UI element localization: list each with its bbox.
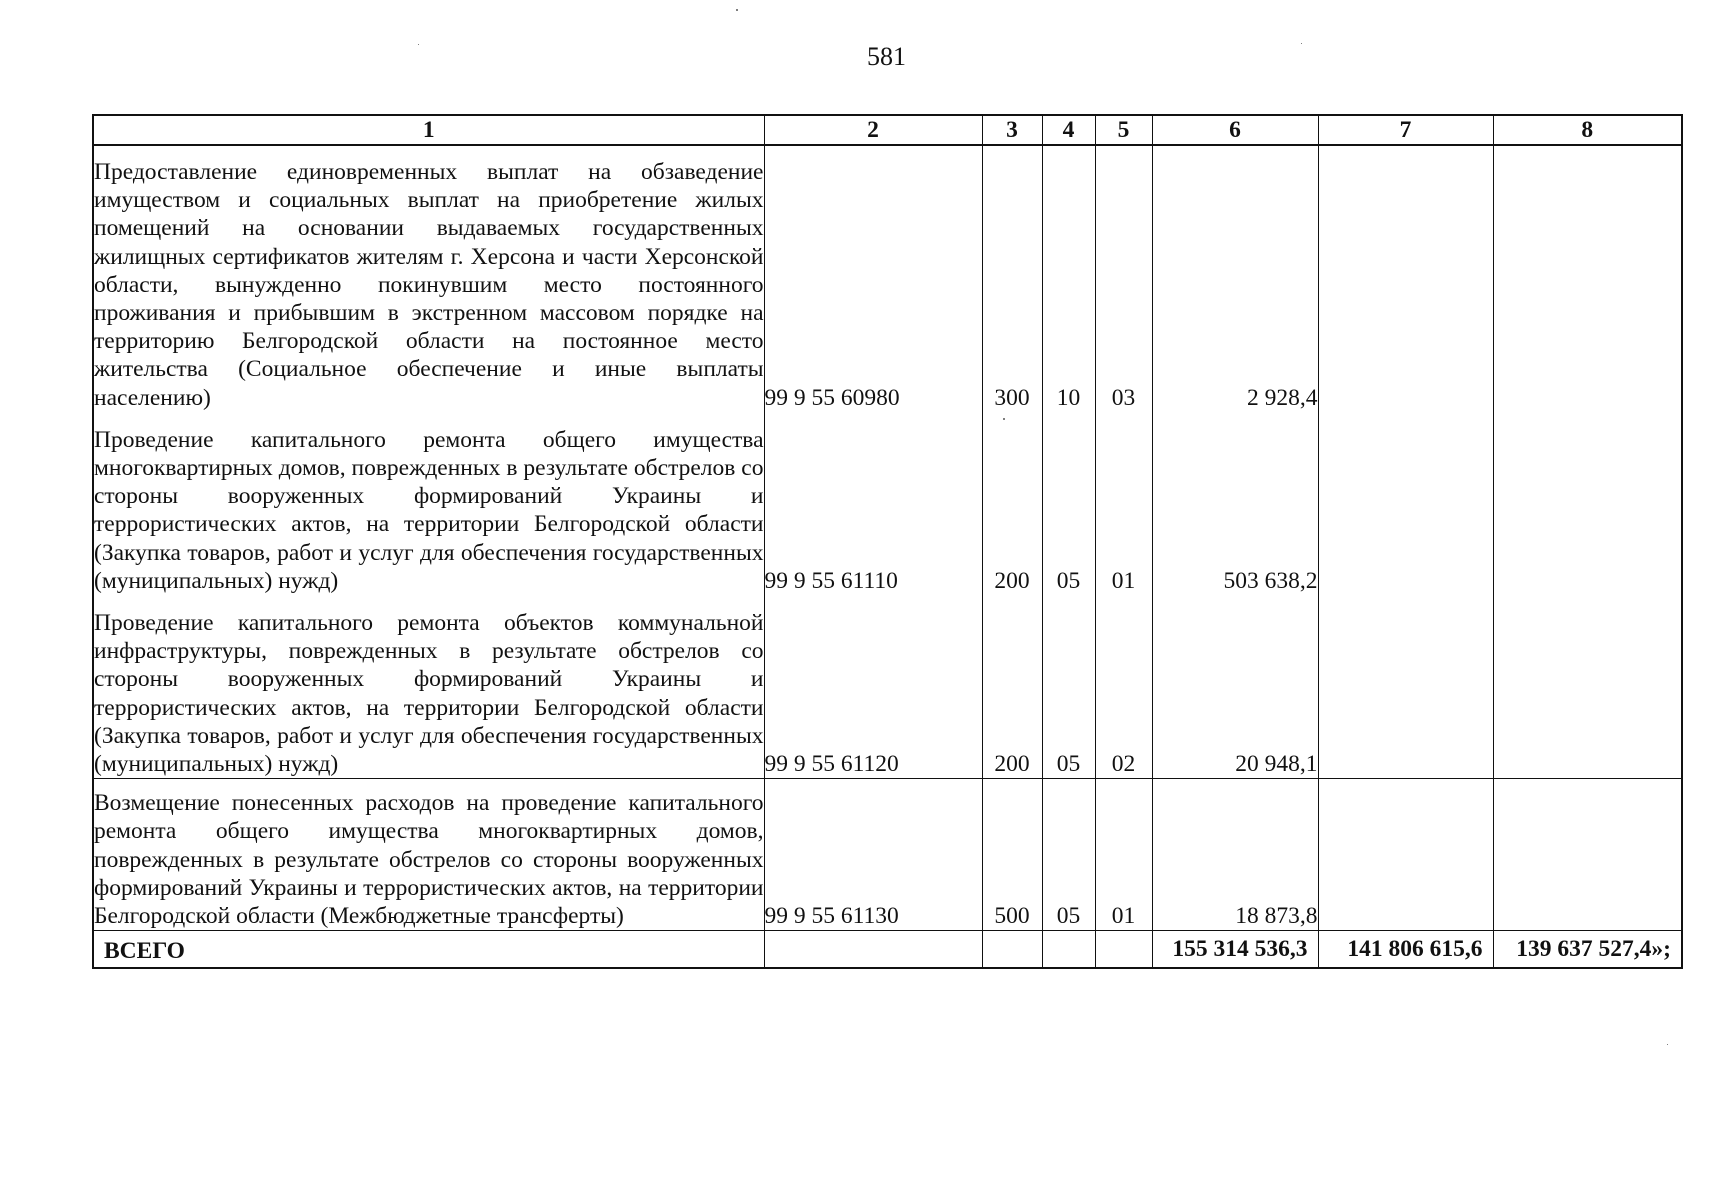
- table-row: [93, 145, 1682, 412]
- row-name: Проведение капитального ремонта объектов коммунальной инфраструктуры, поврежденных в результате обстрелов со стороны вооруженных формирований Украины и террористических актов, на территории Белгородской области (Закупка товаров, работ и услуг для обеспечения государственных (муниципальных) нужд): [93, 595, 764, 779]
- row-col3: 200: [982, 595, 1042, 779]
- table-row: [93, 779, 1682, 931]
- row-col7: [1318, 412, 1493, 595]
- header-cell: 5: [1095, 115, 1152, 145]
- row-col3: 300: [982, 145, 1042, 412]
- row-col7: [1318, 779, 1493, 931]
- scan-speck: [1301, 43, 1302, 44]
- row-col4: 05: [1042, 595, 1095, 779]
- row-code: 99 9 55 61110: [764, 412, 982, 595]
- row-col7: [1318, 595, 1493, 779]
- row-col6: 18 873,8: [1152, 779, 1318, 931]
- total-col8: 139 637 527,4»;: [1493, 931, 1682, 969]
- header-cell: 3: [982, 115, 1042, 145]
- total-row: [93, 931, 1682, 969]
- header-cell: 4: [1042, 115, 1095, 145]
- row-col6: 2 928,4: [1152, 145, 1318, 412]
- table-row: [93, 412, 1682, 595]
- scan-speck: [736, 9, 738, 11]
- scan-speck: [418, 44, 419, 45]
- row-col4: 05: [1042, 779, 1095, 931]
- header-cell: 8: [1493, 115, 1682, 145]
- header-cell: 7: [1318, 115, 1493, 145]
- total-col6: 155 314 536,3: [1152, 931, 1318, 969]
- budget-table: [92, 114, 1683, 969]
- row-col7: [1318, 145, 1493, 412]
- header-row: [93, 115, 1682, 145]
- header-cell: 1: [93, 115, 764, 145]
- total-empty-cell: [1095, 931, 1152, 969]
- row-col8: [1493, 595, 1682, 779]
- header-cell: 2: [764, 115, 982, 145]
- row-col6: 503 638,2: [1152, 412, 1318, 595]
- row-code: 99 9 55 61130: [764, 779, 982, 931]
- row-col3: 500: [982, 779, 1042, 931]
- total-label: ВСЕГО: [93, 931, 764, 969]
- row-col5: 01: [1095, 779, 1152, 931]
- row-col8: [1493, 145, 1682, 412]
- page-number: 581: [867, 42, 906, 71]
- row-col6: 20 948,1: [1152, 595, 1318, 779]
- row-name: Предоставление единовременных выплат на обзаведение имуществом и социальных выплат на приобретение жилых помещений на основании выдаваемых государственных жилищных сертификатов жителям г. Херсона и части Херсонской области, вынужденно покинувшим место постоянного проживания и прибывшим в экстренном массовом порядке на территорию Белгородской области на постоянное место жительства (Социальное обеспечение и иные выплаты населению): [93, 145, 764, 412]
- row-col3: 200: [982, 412, 1042, 595]
- table-row: [93, 595, 1682, 779]
- row-col5: 03: [1095, 145, 1152, 412]
- total-empty-cell: [764, 931, 982, 969]
- scan-speck: [1667, 1044, 1668, 1045]
- total-col7: 141 806 615,6: [1318, 931, 1493, 969]
- row-col8: [1493, 412, 1682, 595]
- header-cell: 6: [1152, 115, 1318, 145]
- row-code: 99 9 55 61120: [764, 595, 982, 779]
- total-empty-cell: [1042, 931, 1095, 969]
- row-col4: 05: [1042, 412, 1095, 595]
- row-col5: 01: [1095, 412, 1152, 595]
- row-code: 99 9 55 60980: [764, 145, 982, 412]
- row-name: Проведение капитального ремонта общего имущества многоквартирных домов, поврежденных в результате обстрелов со стороны вооруженных формирований Украины и террористических актов, на территории Белгородской области (Закупка товаров, работ и услуг для обеспечения государственных (муниципальных) нужд): [93, 412, 764, 595]
- row-name: Возмещение понесенных расходов на проведение капитального ремонта общего имущества многоквартирных домов, поврежденных в результате обстрелов со стороны вооруженных формирований Украины и террористических актов, на территории Белгородской области (Межбюджетные трансферты): [93, 779, 764, 931]
- row-col8: [1493, 779, 1682, 931]
- row-col4: 10: [1042, 145, 1095, 412]
- total-empty-cell: [982, 931, 1042, 969]
- scan-speck: [1003, 418, 1005, 420]
- row-col5: 02: [1095, 595, 1152, 779]
